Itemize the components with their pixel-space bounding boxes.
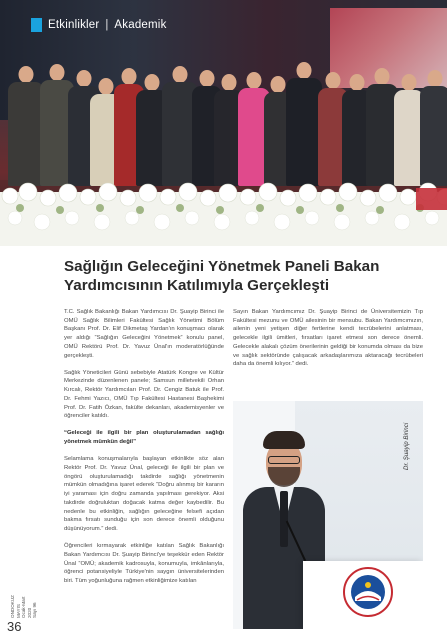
issue-line: ONDOKUZ MAYIS	[10, 595, 21, 618]
section-tag	[31, 17, 167, 33]
article-title: Sağlığın Geleceğini Yönetmek Paneli Bakan Yardımcısının Katılımıyla Gerçekleşti	[64, 258, 380, 294]
flower-arrangement	[0, 182, 447, 246]
divider: |	[105, 19, 109, 31]
issue-text	[10, 595, 38, 618]
issue-info	[10, 568, 37, 618]
issue-line: Sayı 96	[32, 602, 37, 618]
university-seal-icon	[343, 567, 393, 617]
photo-caption: Dr. Şuayip Birinci	[403, 422, 410, 470]
section-marker-icon	[31, 18, 42, 32]
speaker-tie	[280, 491, 288, 547]
left-column	[64, 308, 224, 594]
subsection-label: Akademik	[114, 19, 167, 31]
paragraph: Sayın Bakan Yardımcımız Dr. Şuayip Birinci de Üniversitemizin Tıp Fakültesi mezunu ve OMÜ ailesinin bir mensubu. Bakan Yardımcımızın, ailenin yeni yetişen diğer fertlerine kendi tecrübelerini anlatması, gelecekle ilgili ümitleri, fırsatları işaret etmesi son derece önemli. Gelecekle alakalı çözüm önerilerinin geldiği bir konumda olması da bize ve sağlık sektöründe çalışacak arkadaşlarımıza aktaracağı tecrübeleri daha da önemli kılıyor.” dedi.	[233, 309, 423, 368]
issue-line: Ocak-Mart 2020	[21, 596, 32, 618]
glasses-icon	[268, 456, 300, 464]
right-column	[233, 308, 423, 377]
group-photo	[0, 0, 447, 246]
paragraph: Öğrencileri kırmayarak etkinliğe katılan Sağlık Bakanlığı Bakan Yardımcısı Dr. Şuayip Birinci'ye teşekkür eden Rektör Ünal “OMÜ; akademik kadrosuyla, konumuyla, imkânlarıyla, öğrenci potansiyeliyle Türkiye'nin saygın üniversitelerinden biri. Tüm yoğunluğuna rağmen etkinliğimize katılan	[64, 543, 224, 584]
person	[420, 70, 447, 186]
paragraph: T.C. Sağlık Bakanlığı Bakan Yardımcısı Dr. Şuayip Birinci ile OMÜ Sağlık Bilimleri Fakültesi Sağlık Yönetimi Bölüm Başkanı Prof. Dr. Elif Dikmetaş Yardan'ın konuşmacı olarak yer aldığı “Sağlığın Geleceğini Yönetmek” konulu panel, OMÜ Rektörü Prof. Dr. Yavuz Ünal'ın moderatörlüğünde gerçekleşti.	[64, 309, 224, 359]
person	[286, 62, 322, 186]
speaker-hair	[263, 431, 305, 449]
person	[8, 66, 44, 186]
subheading: “Geleceği ile ilgili bir plan oluşturulamadan sağlığı yönetmek mümkün değil”	[64, 430, 224, 446]
speaker-photo	[233, 401, 423, 629]
paragraph: Sağlık Yöneticileri Günü sebebiyle Atatürk Kongre ve Kültür Merkezinde düzenlenen panele; Samsun milletvekili Orhan Kırcalı, Rektör Yardımcıları Prof. Dr. Cengiz Batuk ile Prof. Dr. Fehmi Yazıcı, OMÜ Tıp Fakültesi Hastanesi Başhekimi Prof. Dr. Fatih Özkan, fakülte dekanları, akademisyenler ve öğrenciler katıldı.	[64, 369, 224, 420]
paragraph: Selamlama konuşmalarıyla başlayan etkinlikte söz alan Rektör Prof. Dr. Yavuz Ünal, geleceği ile ilgili bir plan ve öngörü oluşturulamadığı takdirde sağlığı yönetmenin mümkün olmadığına işaret ederek “Doğru alınmış bir kararın iyi yaraması için doğru zamanda yapılması gerekiyor. Aksi takdirde doğruluktan doğacak katma değer kaybedilir. Bu nedenle bu etkinliğin, sağlığın geleceğine felsefi açıdan bakma fırsatı sunduğu için son derece önemli olduğunu düşünüyorum.” dedi.	[64, 456, 224, 532]
page-number: 36	[7, 619, 22, 634]
section-label: Etkinlikler	[48, 19, 100, 31]
